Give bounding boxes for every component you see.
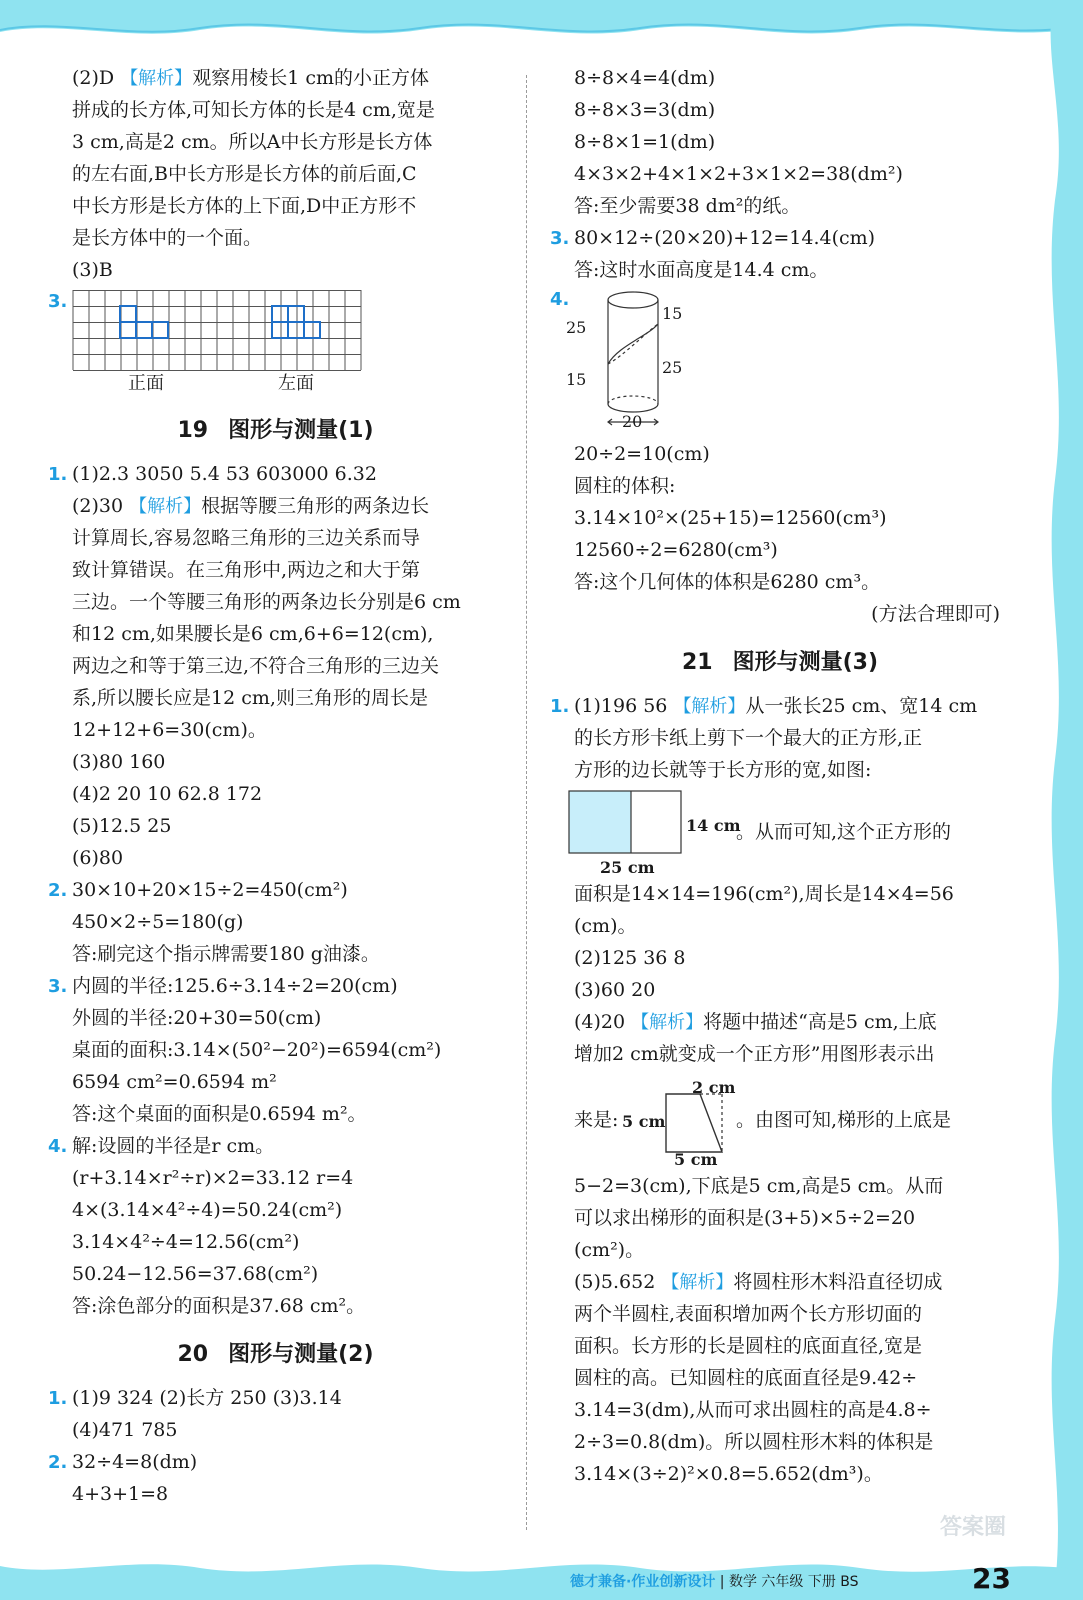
line-text: 圆柱的体积: — [574, 475, 676, 497]
answer-line — [550, 1234, 1010, 1266]
line-text: (r+3.14×r²÷r)×2=33.12 r=4 — [72, 1167, 354, 1189]
question-line — [48, 874, 503, 906]
method-note: (方法合理即可) — [871, 603, 1000, 625]
line-text: 可以求出梯形的面积是(3+5)×5÷2=20 — [574, 1207, 916, 1229]
answer-line — [550, 754, 1010, 786]
line-text: 450×2÷5=180(g) — [72, 911, 244, 933]
answer-line — [550, 126, 1010, 158]
footer-brand: 德才兼备·作业创新设计 — [570, 1574, 716, 1590]
answer-line — [550, 62, 1010, 94]
answer-line — [550, 1202, 1010, 1234]
line-text: 面积是14×14=196(cm²),周长是14×4=56 — [574, 883, 954, 905]
question-number: 3. — [550, 228, 570, 249]
answer-line — [550, 974, 1010, 1006]
section-20-title: 20 图形与测量(2) — [177, 1342, 374, 1367]
line-text: 面积。长方形的长是圆柱的底面直径,宽是 — [574, 1335, 923, 1357]
line-text: 将题中描述“高是5 cm,上底 — [703, 1011, 937, 1033]
question-line — [48, 1446, 503, 1478]
line-text: 3.14×(3÷2)²×0.8=5.652(dm³)。 — [574, 1463, 883, 1485]
analysis-tag: 【解析】 — [631, 1012, 704, 1033]
answer-line — [550, 910, 1010, 942]
line-text: 50.24−12.56=37.68(cm²) — [72, 1263, 319, 1285]
answer-line — [48, 1034, 503, 1066]
question-line — [48, 1130, 503, 1162]
line-text: 3.14=3(dm),从而可求出圆柱的高是4.8÷ — [574, 1399, 932, 1421]
answer-line — [48, 714, 503, 746]
answer-line — [550, 1362, 1010, 1394]
answer-line — [550, 1458, 1010, 1490]
line-text: 32÷4=8(dm) — [72, 1451, 198, 1473]
front-view-label: 正面 — [128, 373, 164, 394]
line-text: 两个半圆柱,表面积增加两个长方形切面的 — [574, 1303, 923, 1325]
line-text: (cm²)。 — [574, 1239, 645, 1261]
line-text: (2)D — [72, 67, 121, 89]
section-19-body — [48, 458, 503, 1322]
line-text: (cm)。 — [574, 915, 637, 937]
answer-line — [48, 190, 503, 222]
answer-line — [550, 1298, 1010, 1330]
line-text: 12+12+6=30(cm)。 — [72, 719, 267, 741]
answer-line — [48, 842, 503, 874]
line-text: 从一张长25 cm、宽14 cm — [745, 695, 978, 717]
rect-height-label: 14 cm — [686, 816, 741, 835]
footer-info: | 数学 六年级 下册 BS — [715, 1574, 859, 1590]
column-divider — [526, 75, 527, 1530]
trapezoid-figure-row — [550, 1070, 1010, 1170]
analysis-tag: 【解析】 — [129, 496, 202, 517]
line-text: (6)80 — [72, 847, 124, 869]
line-text: 20÷2=10(cm) — [574, 443, 710, 465]
answer-line — [550, 158, 1010, 190]
answer-line — [48, 1290, 503, 1322]
line-text: 拼成的长方体,可知长方体的长是4 cm,宽是 — [72, 99, 435, 121]
question-line — [48, 970, 503, 1002]
answer-line — [550, 1394, 1010, 1426]
section-19-title: 19 图形与测量(1) — [177, 418, 374, 443]
line-text: 答:这个桌面的面积是0.6594 m²。 — [72, 1103, 367, 1125]
answer-line — [48, 650, 503, 682]
answer-line — [48, 682, 503, 714]
section-20-body — [48, 1382, 503, 1510]
line-text: 答:这个几何体的体积是6280 cm³。 — [574, 571, 881, 593]
line-text: 30×10+20×15÷2=450(cm²) — [72, 879, 348, 901]
question-number: 1. — [48, 464, 68, 485]
line-text: 8÷8×3=3(dm) — [574, 99, 716, 121]
top-wave-border — [0, 0, 1083, 60]
q3-views-figure — [48, 290, 503, 398]
cyl-label-right-bottom: 25 — [662, 358, 683, 377]
answer-line — [48, 1414, 503, 1446]
line-text: 2÷3=0.8(dm)。所以圆柱形木料的体积是 — [574, 1431, 934, 1453]
line-text: 8÷8×1=1(dm) — [574, 131, 716, 153]
rect-width-label: 25 cm — [600, 858, 655, 877]
analysis-tag: 【解析】 — [661, 1272, 734, 1293]
line-text: 内圆的半径:125.6÷3.14÷2=20(cm) — [72, 975, 398, 997]
answer-line — [48, 94, 503, 126]
line-text: 根据等腰三角形的两条边长 — [201, 495, 430, 517]
watermark: 答案圈 — [940, 1515, 1007, 1540]
answer-line — [550, 942, 1010, 974]
grid-figure — [72, 290, 372, 398]
line-text: 3.14×10²×(25+15)=12560(cm³) — [574, 507, 887, 529]
line-text: 观察用棱长1 cm的小正方体 — [192, 67, 429, 89]
line-text: 4+3+1=8 — [72, 1483, 169, 1505]
question-number: 4. — [550, 289, 570, 310]
line-text: (4)20 — [574, 1011, 632, 1033]
line-text: 外圆的半径:20+30=50(cm) — [72, 1007, 322, 1029]
answer-line — [48, 1066, 503, 1098]
line-text: 5−2=3(cm),下底是5 cm,高是5 cm。从而 — [574, 1175, 944, 1197]
question-line — [550, 222, 1010, 254]
answer-line — [550, 1006, 1010, 1038]
right-top-block — [550, 62, 1010, 286]
answer-line — [48, 938, 503, 970]
question-number: 1. — [48, 1388, 68, 1409]
answer-line — [550, 534, 1010, 566]
line-text: 答:涂色部分的面积是37.68 cm²。 — [72, 1295, 366, 1317]
analysis-tag: 【解析】 — [120, 68, 193, 89]
section-21-title: 21 图形与测量(3) — [681, 650, 879, 675]
question-line — [48, 1382, 503, 1414]
line-text: 系,所以腰长应是12 cm,则三角形的周长是 — [72, 687, 428, 709]
line-text: 解:设圆的半径是r cm。 — [72, 1135, 275, 1157]
question-number: 2. — [48, 880, 68, 901]
footer — [570, 1571, 859, 1591]
answer-line — [48, 554, 503, 586]
trap-bottom-label: 5 cm — [674, 1150, 718, 1169]
line-text: 是长方体中的一个面。 — [72, 227, 263, 249]
q4-solution — [550, 438, 1010, 598]
trap-before-text: 来是: — [574, 1109, 619, 1131]
analysis-tag: 【解析】 — [673, 696, 746, 717]
cyl-label-left-top: 25 — [566, 318, 587, 337]
line-text: 计算周长,容易忽略三角形的三边关系而导 — [72, 527, 421, 549]
line-text: (5)12.5 25 — [72, 815, 172, 837]
line-text: (3)B — [72, 259, 113, 281]
right-column — [550, 62, 1010, 1490]
answer-line — [48, 618, 503, 650]
line-text: 方形的边长就等于长方形的宽,如图: — [574, 759, 872, 781]
line-text: 12560÷2=6280(cm³) — [574, 539, 778, 561]
answer-line — [48, 222, 503, 254]
line-text: 致计算错误。在三角形中,两边之和大于第 — [72, 559, 421, 581]
answer-line — [48, 906, 503, 938]
question-number: 4. — [48, 1136, 68, 1157]
answer-line — [48, 586, 503, 618]
line-text: 和12 cm,如果腰长是6 cm,6+6=12(cm), — [72, 623, 434, 645]
answer-line — [550, 1038, 1010, 1070]
front-view-shape — [120, 306, 136, 322]
answer-line — [48, 490, 503, 522]
line-text: 答:刷完这个指示牌需要180 g油漆。 — [72, 943, 380, 965]
line-text: (1)196 56 — [574, 695, 674, 717]
line-text: 的左右面,B中长方形是长方体的前后面,C — [72, 163, 417, 185]
line-text: 圆柱的高。已知圆柱的底面直径是9.42÷ — [574, 1367, 918, 1389]
answer-line — [48, 778, 503, 810]
question-line — [550, 690, 1010, 722]
answer-line — [550, 1426, 1010, 1458]
section-21-part-c — [550, 1170, 1010, 1490]
line-text: (3)60 20 — [574, 979, 656, 1001]
line-text: (1)2.3 3050 5.4 53 603000 6.32 — [72, 463, 377, 485]
line-text: (3)80 160 — [72, 751, 166, 773]
line-text: 4×(3.14×4²÷4)=50.24(cm²) — [72, 1199, 343, 1221]
line-text: 的长方形卡纸上剪下一个最大的正方形,正 — [574, 727, 923, 749]
answer-line — [550, 502, 1010, 534]
line-text: 两边之和等于第三边,不符合三角形的三边关 — [72, 655, 440, 677]
rect-figure-row — [550, 786, 1010, 878]
answer-line — [48, 1478, 503, 1510]
line-text: 三边。一个等腰三角形的两条边长分别是6 cm — [72, 591, 461, 613]
question-number: 2. — [48, 1452, 68, 1473]
answer-line — [48, 158, 503, 190]
answer-line — [550, 190, 1010, 222]
line-text: (1)9 324 (2)长方 250 (3)3.14 — [72, 1387, 342, 1409]
line-text: (4)2 20 10 62.8 172 — [72, 783, 263, 805]
q4-cylinder-figure — [550, 286, 1010, 438]
bottom-wave-border — [0, 1530, 1083, 1600]
line-text: (2)125 36 8 — [574, 947, 686, 969]
left-pre-block — [48, 62, 503, 286]
cyl-label-diameter: 20 — [622, 412, 643, 431]
section-21-part-b — [550, 878, 1010, 1070]
answer-line — [48, 1002, 503, 1034]
answer-line — [48, 1226, 503, 1258]
answer-line — [550, 470, 1010, 502]
answer-line — [48, 126, 503, 158]
line-text: 6594 cm²=0.6594 m² — [72, 1071, 277, 1093]
question-line — [48, 458, 503, 490]
answer-line — [48, 1162, 503, 1194]
trap-top-label: 2 cm — [692, 1078, 736, 1097]
line-text: 3.14×4²÷4=12.56(cm²) — [72, 1231, 300, 1253]
trap-after-text: 。由图可知,梯形的上底是 — [736, 1109, 952, 1131]
answer-line — [48, 62, 503, 94]
answer-line — [550, 1170, 1010, 1202]
answer-line — [48, 746, 503, 778]
question-number: 3. — [48, 976, 68, 997]
left-view-label: 左面 — [278, 373, 314, 394]
line-text: 桌面的面积:3.14×(50²−20²)=6594(cm²) — [72, 1039, 442, 1061]
cyl-label-left-bottom: 15 — [566, 370, 587, 389]
cyl-label-right-top: 15 — [662, 304, 683, 323]
line-text: 答:至少需要38 dm²的纸。 — [574, 195, 801, 217]
line-text: 4×3×2+4×1×2+3×1×2=38(dm²) — [574, 163, 903, 185]
left-column — [48, 62, 503, 1510]
line-text: (5)5.652 — [574, 1271, 662, 1293]
answer-line — [550, 438, 1010, 470]
line-text: 将圆柱形木料沿直径切成 — [733, 1271, 943, 1293]
answer-line — [550, 566, 1010, 598]
trap-side-label: 5 cm — [622, 1112, 666, 1131]
answer-line — [48, 1258, 503, 1290]
answer-line — [48, 810, 503, 842]
line-text: 答:这时水面高度是14.4 cm。 — [574, 259, 829, 281]
answer-line — [48, 254, 503, 286]
answer-line — [550, 254, 1010, 286]
question-number: 3. — [48, 291, 68, 312]
question-number: 1. — [550, 696, 570, 717]
line-text: 80×12÷(20×20)+12=14.4(cm) — [574, 227, 876, 249]
right-wave-border — [1013, 0, 1083, 1600]
answer-line — [550, 722, 1010, 754]
line-text: (2)30 — [72, 495, 130, 517]
line-text: 中长方形是长方体的上下面,D中正方形不 — [72, 195, 417, 217]
line-text: 3 cm,高是2 cm。所以A中长方形是长方体 — [72, 131, 433, 153]
line-text: 增加2 cm就变成一个正方形”用图形表示出 — [574, 1043, 935, 1065]
answer-line — [550, 94, 1010, 126]
answer-line — [550, 1266, 1010, 1298]
line-text: (4)471 785 — [72, 1419, 178, 1441]
answer-line — [48, 1098, 503, 1130]
rectangle-square-figure — [568, 790, 688, 856]
line-text: 8÷8×4=4(dm) — [574, 67, 716, 89]
answer-line — [48, 522, 503, 554]
section-21-part-a — [550, 690, 1010, 786]
answer-line — [48, 1194, 503, 1226]
page-number: 23 — [972, 1562, 1011, 1595]
answer-line — [550, 1330, 1010, 1362]
rect-after-text: 。从而可知,这个正方形的 — [736, 821, 952, 843]
